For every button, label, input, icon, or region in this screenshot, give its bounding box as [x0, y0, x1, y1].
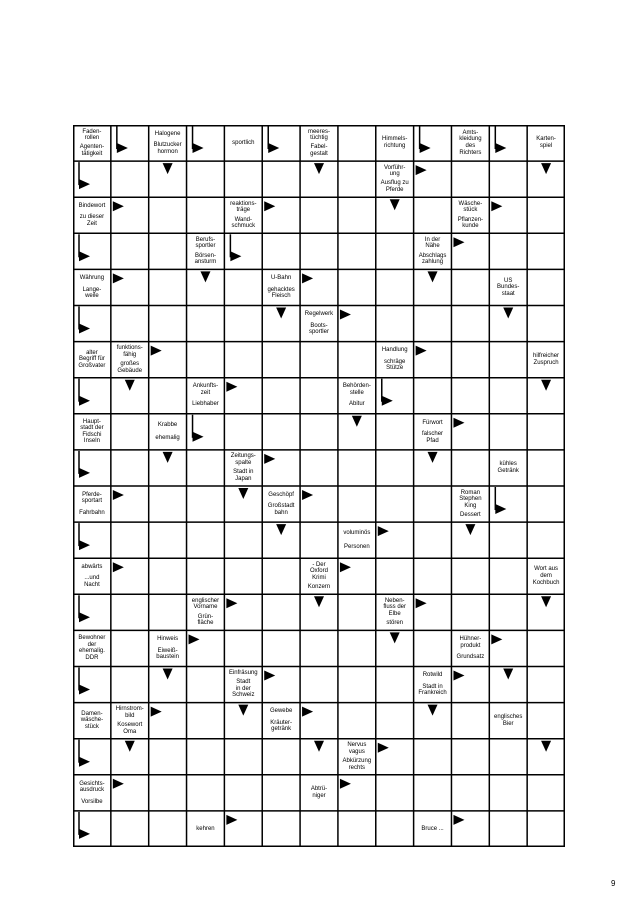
- clue-text: englisches Bier: [494, 714, 523, 727]
- clue-text: Boots- sportler: [308, 322, 329, 336]
- clue-text: - Der Oxford Krimi: [309, 561, 328, 581]
- clue-text: Fürwort: [422, 419, 443, 426]
- clue-text: Amts- kleidung des Richters: [459, 129, 482, 156]
- clue-cell: [262, 486, 300, 522]
- arrow-down-icon: [541, 380, 551, 391]
- clue-cell: [224, 450, 262, 486]
- clue-cell: [73, 414, 111, 450]
- arrow-down-right-icon: [495, 126, 506, 153]
- clue-cell: [187, 378, 225, 414]
- clue-cell: [224, 667, 262, 703]
- clue-text: Wand- schmuck: [231, 216, 256, 230]
- clue-text: US Bundes- staat: [497, 277, 520, 297]
- clue-cell: [73, 197, 111, 233]
- clue-text: Neben- fluss der Elbe: [383, 597, 407, 618]
- clue-text: Fahrbahn: [79, 509, 105, 516]
- arrow-right-icon: [453, 671, 464, 681]
- arrow-right-icon: [113, 779, 124, 789]
- clue-text: Personen: [344, 543, 370, 550]
- arrow-down-icon: [541, 163, 551, 174]
- arrow-down-icon: [390, 632, 400, 643]
- arrow-right-icon: [264, 671, 275, 681]
- clue-text: ehemalig: [155, 435, 180, 442]
- arrow-right-icon: [226, 815, 237, 825]
- clue-cell: [300, 558, 338, 594]
- arrow-right-icon: [113, 490, 124, 500]
- clue-text: Behörden- stelle: [342, 383, 371, 397]
- page-number: 9: [611, 879, 616, 888]
- clue-cell: [376, 594, 414, 630]
- clue-text: Fabel- gestalt: [310, 144, 328, 157]
- clue-text: Agenten- tätigkeit: [79, 144, 105, 157]
- clue-text: voluminös: [343, 530, 371, 537]
- clue-text: Großstadt bahn: [267, 503, 295, 516]
- clue-cell: [300, 125, 338, 161]
- arrow-down-right-icon: [268, 126, 279, 153]
- arrow-right-icon: [302, 490, 313, 500]
- arrow-right-icon: [378, 526, 389, 536]
- clue-cell: [73, 342, 111, 378]
- clue-cell: [73, 486, 111, 522]
- clue-text: Konzern: [307, 584, 331, 591]
- arrow-down-right-icon: [79, 162, 90, 189]
- arrow-right-icon: [378, 743, 389, 753]
- arrow-down-icon: [238, 488, 248, 499]
- clue-text: hilfreicher Zuspruch: [533, 353, 560, 366]
- clue-text: meeres- tüchtig: [307, 128, 330, 142]
- clue-text: Kräuter- getränk: [270, 719, 292, 733]
- clue-text: Einfräsung: [228, 670, 258, 677]
- clue-text: Hühner- produkt: [459, 636, 482, 649]
- clue-text: Gewebe: [269, 708, 293, 715]
- clue-cell: [224, 197, 262, 233]
- arrow-down-icon: [428, 705, 438, 716]
- arrow-right-icon: [302, 707, 313, 717]
- arrow-down-right-icon: [79, 523, 90, 550]
- clue-text: sportlich: [232, 139, 255, 146]
- clue-cell: [338, 378, 376, 414]
- arrow-down-icon: [503, 308, 513, 319]
- clue-text: reaktions- träge: [230, 200, 257, 214]
- crossword-grid: [73, 125, 565, 847]
- clue-text: Vorführ- ung: [384, 164, 406, 178]
- clue-cell: [73, 125, 111, 161]
- arrow-down-right-icon: [420, 126, 431, 153]
- arrow-down-icon: [541, 596, 551, 607]
- arrow-down-icon: [276, 524, 286, 535]
- arrow-right-icon: [226, 598, 237, 608]
- clue-text: Vorsilbe: [81, 798, 103, 805]
- clue-text: Himmels- richtung: [382, 136, 408, 150]
- clue-text: funktions- fähig: [116, 345, 143, 358]
- clue-text: Zeitungs- spalte: [230, 453, 256, 467]
- clue-cell: [187, 594, 225, 630]
- clue-text: Stadt in Japan: [233, 469, 254, 482]
- arrow-right-icon: [113, 562, 124, 572]
- arrow-down-icon: [314, 741, 324, 752]
- clue-text: Ausflug zu Pferde: [380, 180, 409, 193]
- arrow-down-right-icon: [79, 740, 90, 767]
- arrow-down-icon: [465, 524, 475, 535]
- clue-text: Abschlags zahlung: [418, 252, 447, 266]
- clue-cell: [187, 811, 225, 847]
- clue-cell: [73, 630, 111, 666]
- arrow-right-icon: [340, 779, 351, 789]
- arrow-right-icon: [151, 346, 162, 356]
- clue-text: Abkürzung rechts: [342, 758, 372, 771]
- clue-text: alter Begriff für Großvater: [78, 349, 106, 369]
- clue-text: Kosewort Oma: [117, 721, 143, 735]
- clue-cell: [111, 342, 149, 378]
- arrow-right-icon: [226, 382, 237, 392]
- clue-text: Krabbe: [157, 421, 178, 428]
- clue-cell: [224, 125, 262, 161]
- arrow-down-icon: [314, 163, 324, 174]
- clue-text: Halogene: [154, 130, 181, 137]
- clue-text: Abitur: [349, 401, 365, 408]
- clue-cell: [489, 450, 527, 486]
- arrow-down-right-icon: [382, 379, 393, 406]
- clue-text: Währung: [79, 275, 105, 282]
- crossword-puzzle: [73, 125, 565, 847]
- arrow-right-icon: [302, 273, 313, 283]
- clue-cell: [187, 233, 225, 269]
- arrow-right-icon: [453, 418, 464, 428]
- clue-text: Stadt in der Schweiz: [232, 679, 255, 699]
- arrow-down-icon: [163, 669, 173, 680]
- clue-text: Liebhaber: [192, 401, 219, 408]
- clue-text: gehacktes Fleisch: [267, 286, 295, 300]
- clue-text: falscher Pfad: [422, 430, 444, 444]
- clue-text: Blutzucker hormon: [153, 142, 182, 155]
- clue-cell: [300, 306, 338, 342]
- arrow-right-icon: [416, 346, 427, 356]
- clue-cell: [451, 197, 489, 233]
- clue-cell: [527, 125, 565, 161]
- clue-cell: [73, 703, 111, 739]
- clue-cell: [489, 269, 527, 305]
- clue-text: Börsen- ansturm: [194, 252, 217, 266]
- clue-text: Hirnstrom- bild: [115, 706, 144, 719]
- clue-text: schräge Stütze: [384, 358, 406, 372]
- arrow-right-icon: [416, 598, 427, 608]
- clue-cell: [451, 125, 489, 161]
- clue-text: Handlung: [381, 347, 408, 354]
- arrow-right-icon: [264, 454, 275, 464]
- clue-text: ...und Nacht: [84, 575, 100, 588]
- clue-text: Dessert: [460, 511, 481, 518]
- clue-text: Rotwild: [422, 672, 443, 679]
- arrow-down-icon: [200, 271, 210, 282]
- clue-text: Bindewort: [78, 202, 106, 209]
- arrow-down-right-icon: [193, 126, 204, 153]
- clue-text: Haupt- stadt der Fidschi Inseln: [80, 418, 104, 445]
- arrow-down-icon: [541, 741, 551, 752]
- clue-text: englischer Vorname: [191, 597, 220, 611]
- clue-text: Hinweis: [157, 636, 179, 643]
- arrow-down-icon: [352, 416, 362, 427]
- arrow-right-icon: [491, 634, 502, 644]
- arrow-down-icon: [163, 163, 173, 174]
- clue-text: Berufs- sportler: [195, 236, 216, 250]
- arrow-down-right-icon: [79, 307, 90, 334]
- clue-cell: [111, 703, 149, 739]
- clue-text: stören: [386, 620, 404, 627]
- clue-text: Wäsche- stück: [458, 200, 483, 214]
- arrow-right-icon: [340, 562, 351, 572]
- clue-text: U-Bahn: [270, 275, 292, 282]
- clue-cell: [414, 233, 452, 269]
- clue-text: großes Gebäude: [117, 360, 143, 374]
- arrow-down-icon: [428, 271, 438, 282]
- arrow-right-icon: [453, 237, 464, 247]
- arrow-right-icon: [340, 310, 351, 320]
- arrow-down-icon: [238, 705, 248, 716]
- arrow-down-right-icon: [117, 126, 128, 153]
- clue-cell: [376, 125, 414, 161]
- clue-text: Pferde- sportart: [81, 491, 103, 505]
- clue-cell: [527, 558, 565, 594]
- clue-text: kehren: [196, 825, 215, 832]
- clue-cell: [451, 486, 489, 522]
- arrow-right-icon: [491, 201, 502, 211]
- clue-text: Damen- wäsche- stück: [80, 710, 104, 730]
- clue-cell: [73, 775, 111, 811]
- clue-cell: [262, 703, 300, 739]
- clue-text: Grundsatz: [456, 654, 485, 661]
- clue-text: Regelwerk: [304, 311, 334, 318]
- arrow-down-right-icon: [193, 415, 204, 442]
- arrow-down-icon: [125, 380, 135, 391]
- arrow-right-icon: [113, 201, 124, 211]
- clue-cell: [149, 125, 187, 161]
- arrow-down-icon: [428, 452, 438, 463]
- arrow-down-right-icon: [79, 234, 90, 261]
- clue-text: Abtrü- niger: [310, 786, 328, 799]
- clue-cell: [73, 558, 111, 594]
- clue-cell: [451, 630, 489, 666]
- arrow-down-icon: [390, 199, 400, 210]
- clue-text: Wort aus dem Kochbuch: [532, 566, 560, 586]
- clue-cell: [414, 667, 452, 703]
- arrow-down-icon: [503, 669, 513, 680]
- clue-cell: [149, 414, 187, 450]
- clue-text: Grün- fläche: [197, 613, 214, 627]
- arrow-down-right-icon: [79, 595, 90, 622]
- arrow-down-right-icon: [79, 668, 90, 695]
- clue-text: Ankunfts- zeit: [192, 383, 219, 397]
- clue-cell: [338, 522, 376, 558]
- arrow-down-icon: [276, 308, 286, 319]
- arrow-down-right-icon: [495, 487, 506, 514]
- clue-text: Geschöpf: [268, 491, 294, 498]
- arrow-right-icon: [151, 707, 162, 717]
- clue-text: Nervus vagus: [347, 742, 367, 755]
- clue-cell: [414, 414, 452, 450]
- clue-text: Karten- spiel: [536, 136, 556, 150]
- clue-cell: [376, 161, 414, 197]
- clue-cell: [149, 630, 187, 666]
- arrow-down-icon: [314, 596, 324, 607]
- clue-cell: [262, 269, 300, 305]
- clue-cell: [414, 811, 452, 847]
- arrow-right-icon: [453, 815, 464, 825]
- arrow-down-right-icon: [79, 812, 90, 839]
- clue-text: Bruce ...: [421, 825, 444, 832]
- clue-cell: [73, 269, 111, 305]
- arrow-down-icon: [163, 452, 173, 463]
- arrow-right-icon: [416, 165, 427, 175]
- arrow-right-icon: [264, 201, 275, 211]
- clue-text: Roman Stephen King: [459, 489, 482, 509]
- clue-text: Faden- rollen: [82, 128, 102, 142]
- clue-text: Pflanzen- kunde: [457, 216, 484, 230]
- clue-text: Lange- weile: [82, 286, 102, 300]
- clue-text: Gesichts- ausdruck: [79, 780, 105, 794]
- clue-cell: [338, 739, 376, 775]
- arrow-down-icon: [125, 741, 135, 752]
- arrow-down-right-icon: [230, 234, 241, 261]
- arrow-right-icon: [113, 273, 124, 283]
- clue-text: Bewohner der ehemalig. DDR: [78, 635, 106, 662]
- clue-text: Stadt in Frankreich: [418, 683, 447, 697]
- clue-text: zu dieser Zeit: [79, 214, 105, 227]
- arrow-down-right-icon: [79, 451, 90, 478]
- clue-text: Eiweiß- baustein: [156, 647, 179, 661]
- clue-text: abwärts: [81, 563, 103, 570]
- arrow-down-right-icon: [79, 379, 90, 406]
- clue-cell: [376, 342, 414, 378]
- clue-cell: [489, 703, 527, 739]
- clue-cell: [300, 775, 338, 811]
- arrow-right-icon: [189, 634, 200, 644]
- clue-text: kühles Getränk: [497, 461, 519, 474]
- clue-cell: [527, 342, 565, 378]
- clue-text: In der Nähe: [424, 236, 441, 250]
